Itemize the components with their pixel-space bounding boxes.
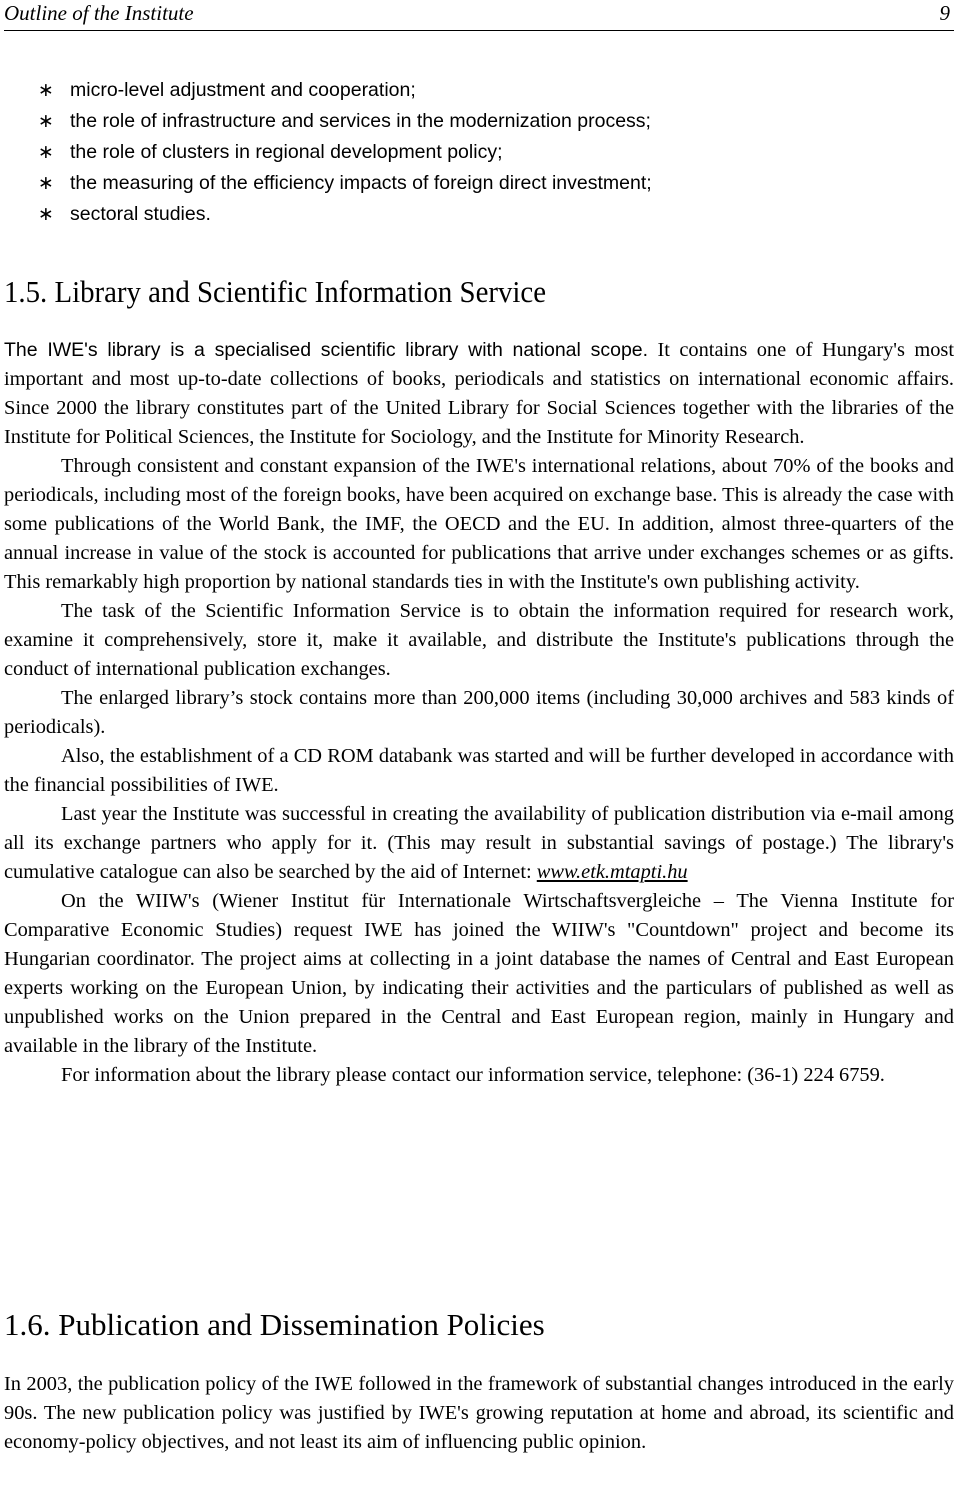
paragraph: Through consistent and constant expansion of the IWE's international relations, about 70% of the books and periodicals, including most of the foreign books, have been acquired on exchange base. This is already the case with some publications of the World Bank, the IMF, the OECD and the EU. In addition, almost three-quarters of the annual increase in value of the stock is accounted for publications that arrive under exchanges schemes or as gifts. This remarkably high proportion by national standards ties in with the Institute's own publishing activity. (4, 455, 954, 593)
list-item-text: micro-level adjustment and cooperation; (70, 79, 416, 101)
paragraph: For information about the library please contact our information service, telephone: (36-1) 224 6759. (61, 1064, 885, 1086)
section-body-publication (4, 1370, 954, 1457)
paragraph-lead-text: The IWE's library is a specialised scientific library with national scope. (4, 339, 649, 361)
section-heading-publication: 1.6. Publication and Dissemination Policies (4, 1307, 545, 1342)
bullet-list (38, 75, 918, 230)
list-item (38, 75, 918, 106)
paragraph (4, 800, 954, 887)
list-item (38, 106, 918, 137)
header-title: Outline of the Institute (4, 1, 194, 25)
paragraph: The task of the Scientific Information Service is to obtain the information required for research work, examine it comprehensively, store it, make it available, and distribute the Institute's publications through the conduct of international publication exchanges. (4, 600, 954, 680)
paragraph: On the WIIW's (Wiener Institut für Internationale Wirtschaftsvergleiche – The Vienna Institute for Comparative Economic Studies) request IWE has joined the WIIW's "Countdown" project and become its Hungarian coordinator. The project aims at collecting in a joint database the names of Central and East European experts working on the European Union, by indicating their activities and the particulars of published as well as unpublished works on the Union prepared in the Central and East European region, mainly in Hungary and available in the library of the Institute. (4, 890, 954, 1057)
list-item (38, 168, 918, 199)
section-heading-library: 1.5. Library and Scientific Information Service (4, 274, 546, 309)
paragraph-text: Last year the Institute was successful in creating the availability of publication distribution via e-mail among all its exchange partners who apply for it. (This may result in substantial savings of postage.) The library's cumulative catalogue can also be searched by the aid of Internet: (4, 803, 954, 883)
asterisk-bullet-icon: ∗ (38, 111, 54, 132)
paragraph (4, 336, 954, 452)
paragraph: The enlarged library’s stock contains more than 200,000 items (including 30,000 archives and 583 kinds of periodicals). (4, 687, 954, 738)
asterisk-bullet-icon: ∗ (38, 173, 54, 194)
page-number: 9 (939, 1, 950, 25)
asterisk-bullet-icon: ∗ (38, 80, 54, 101)
catalogue-link[interactable]: www.etk.mtapti.hu (536, 861, 688, 883)
paragraph-text: It contains one of Hungary's most important and most up-to-date collections of books, periodicals and statistics on international economic affairs. Since 2000 the library constitutes part of the United Library for Social Sciences together with the libraries of the Institute for Political Sciences, the Institute for Sociology, and the Institute for Minority Research. (4, 339, 954, 448)
asterisk-bullet-icon: ∗ (38, 142, 54, 163)
section-body-library (4, 336, 954, 1090)
paragraph: In 2003, the publication policy of the IWE followed in the framework of substantial changes introduced in the early 90s. The new publication policy was justified by IWE's growing reputation at home and abroad, its scientific and economy-policy objectives, and not least its aim of influencing public opinion. (4, 1373, 954, 1453)
paragraph: Also, the establishment of a CD ROM databank was started and will be further developed in accordance with the financial possibilities of IWE. (4, 745, 954, 796)
running-header (4, 0, 954, 31)
list-item-text: the role of infrastructure and services in the modernization process; (70, 110, 651, 132)
list-item-text: the measuring of the efficiency impacts of foreign direct investment; (70, 172, 652, 194)
list-item-text: the role of clusters in regional development policy; (70, 141, 503, 163)
list-item-text: sectoral studies. (70, 203, 211, 225)
list-item (38, 199, 918, 230)
list-item (38, 137, 918, 168)
asterisk-bullet-icon: ∗ (38, 204, 54, 225)
